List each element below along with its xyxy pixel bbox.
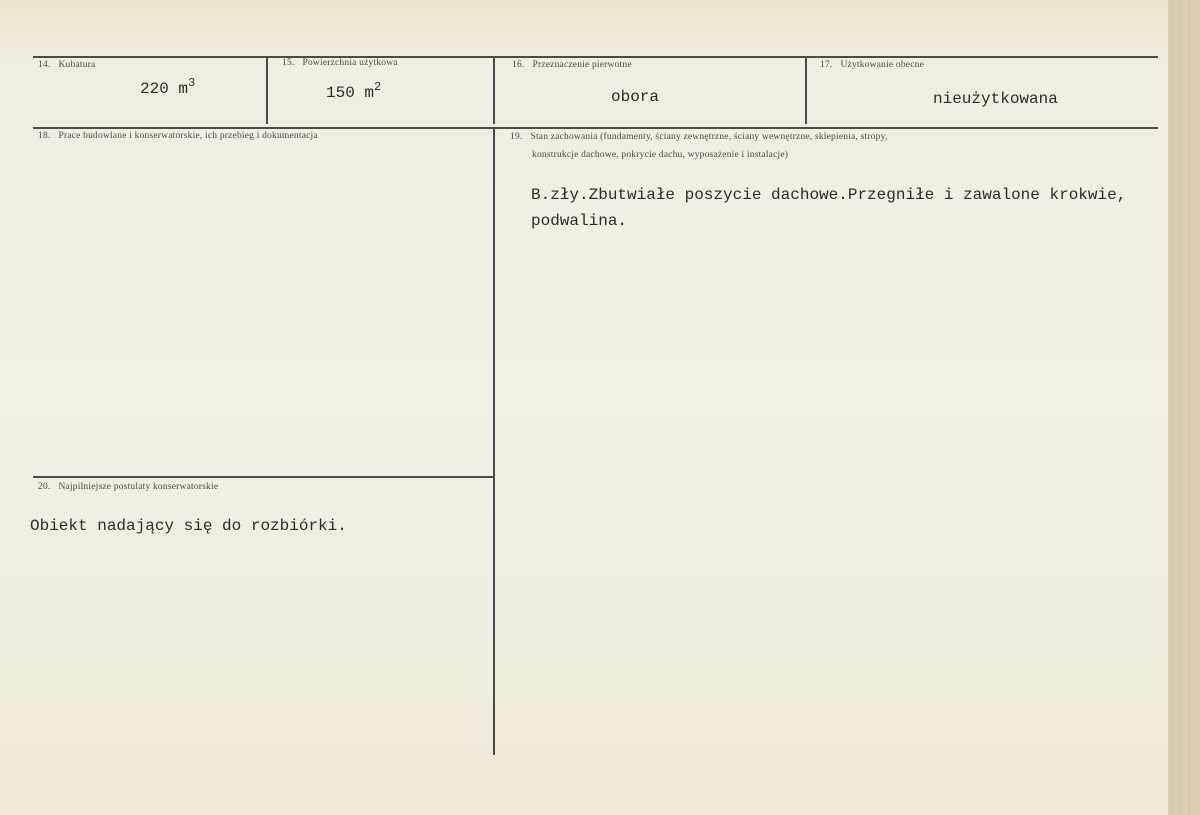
field-20-label bbox=[38, 482, 218, 492]
divider-16-17 bbox=[805, 56, 807, 124]
field-14-value-text: 220 m bbox=[140, 80, 189, 98]
field-18-label bbox=[38, 131, 318, 141]
field-15-value bbox=[326, 80, 382, 102]
field-20-value: Obiekt nadający się do rozbiórki. bbox=[30, 517, 347, 535]
field-20-title: Najpilniejsze postulaty konserwatorskie bbox=[58, 482, 219, 492]
divider-15-16 bbox=[493, 56, 495, 124]
divider-14-15 bbox=[266, 56, 268, 124]
card-edge bbox=[1180, 0, 1181, 815]
field-19-label bbox=[510, 132, 888, 142]
field-17-value: nieużytkowana bbox=[933, 90, 1058, 108]
field-20-number: 20. bbox=[38, 482, 51, 492]
field-14-value bbox=[140, 76, 196, 98]
field-16-title: Przeznaczenie pierwotne bbox=[532, 60, 632, 70]
field-18-title: Prace budowlane i konserwatorskie, ich przebieg i dokumentacja bbox=[58, 131, 318, 141]
field-14-exponent: 3 bbox=[188, 76, 196, 90]
field-20-rule bbox=[33, 476, 493, 478]
field-16-value: obora bbox=[611, 88, 660, 106]
field-15-title: Powierzchnia użytkowa bbox=[302, 58, 398, 68]
main-divider bbox=[493, 127, 495, 755]
field-16-label bbox=[512, 60, 632, 70]
field-17-label bbox=[820, 60, 924, 70]
field-18-number: 18. bbox=[38, 131, 51, 141]
field-15-label bbox=[282, 58, 398, 68]
field-19-value-line1: B.zły.Zbutwiałe poszycie dachowe.Przegniłe i zawalone krokwie, bbox=[531, 186, 1127, 204]
field-19-label-line2: konstrukcje dachowe, pokrycie dachu, wyposażenie i instalacje) bbox=[532, 150, 789, 160]
field-15-exponent: 2 bbox=[374, 80, 382, 94]
field-19-value-line2: podwalina. bbox=[531, 212, 628, 230]
card-edge bbox=[1172, 0, 1173, 815]
field-15-number: 15. bbox=[282, 58, 295, 68]
field-19-number: 19. bbox=[510, 132, 523, 142]
field-14-number: 14. bbox=[38, 60, 51, 70]
field-17-number: 17. bbox=[820, 60, 833, 70]
field-14-label bbox=[38, 60, 95, 70]
field-15-value-text: 150 m bbox=[326, 84, 375, 102]
field-14-title: Kubatura bbox=[58, 60, 96, 70]
top-rule bbox=[33, 56, 1158, 58]
field-17-title: Użytkowanie obecne bbox=[840, 60, 925, 70]
card-edge bbox=[1189, 0, 1190, 815]
second-rule bbox=[33, 127, 1158, 129]
field-16-number: 16. bbox=[512, 60, 525, 70]
field-19-title-line1: Stan zachowania (fundamenty, ściany zewnętrzne, ściany wewnętrzne, sklepienia, stropy, bbox=[530, 132, 888, 142]
